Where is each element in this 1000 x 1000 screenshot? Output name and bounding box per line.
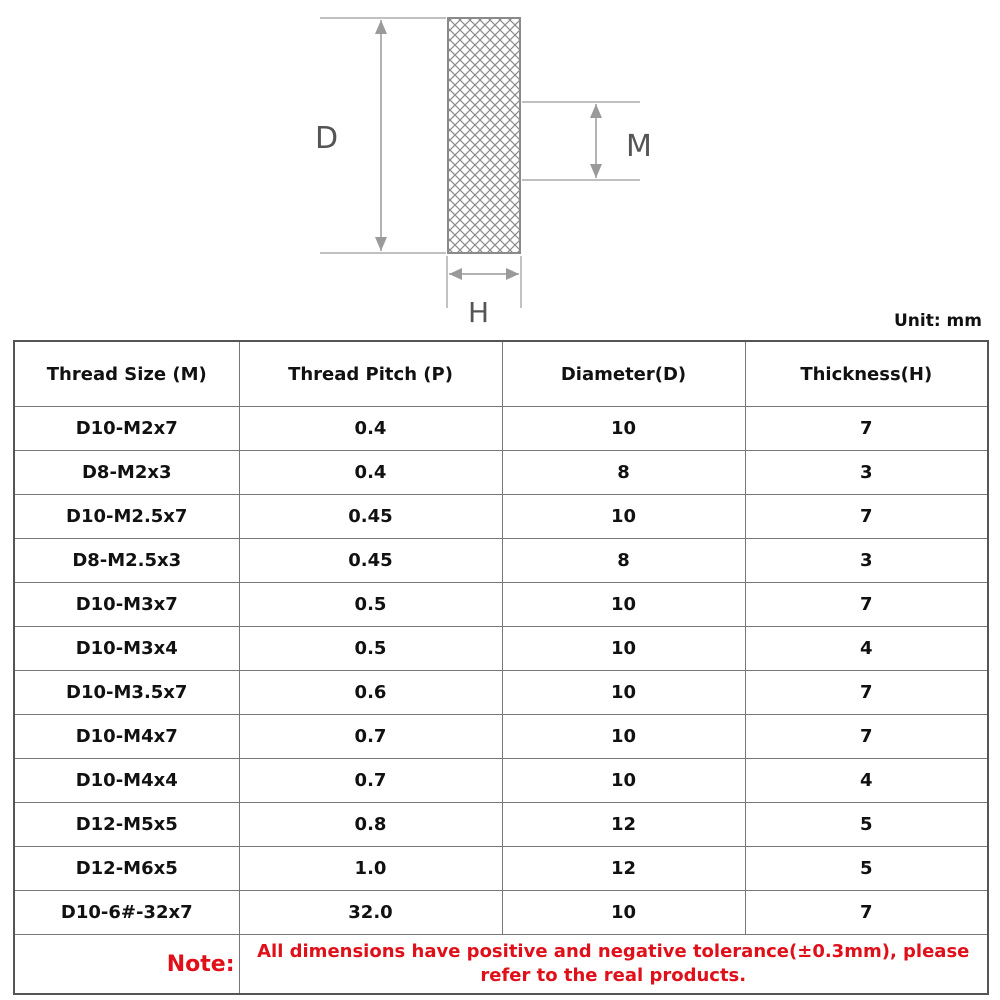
note-label: Note: — [14, 935, 239, 995]
table-row — [14, 539, 988, 583]
cell-thread-pitch: 0.6 — [239, 671, 502, 715]
table-row — [14, 495, 988, 539]
cell-thread-size: D10-M3.5x7 — [14, 671, 239, 715]
cell-thread-pitch: 0.7 — [239, 715, 502, 759]
cell-thread-size: D10-6#-32x7 — [14, 891, 239, 935]
knurled-nut-body — [448, 18, 520, 253]
cell-thread-size: D12-M6x5 — [14, 847, 239, 891]
cell-thread-pitch: 0.7 — [239, 759, 502, 803]
cell-diameter: 10 — [502, 583, 745, 627]
cell-diameter: 12 — [502, 847, 745, 891]
cell-thread-size: D10-M4x7 — [14, 715, 239, 759]
dimension-diagram — [0, 0, 1000, 340]
header-thread-pitch: Thread Pitch (P) — [239, 341, 502, 407]
cell-thickness: 4 — [745, 759, 988, 803]
cell-thread-pitch: 0.45 — [239, 539, 502, 583]
header-thread-size: Thread Size (M) — [14, 341, 239, 407]
cell-thickness: 5 — [745, 803, 988, 847]
cell-thread-size: D10-M3x7 — [14, 583, 239, 627]
table-row — [14, 891, 988, 935]
header-thickness: Thickness(H) — [745, 341, 988, 407]
unit-label: Unit: mm — [893, 311, 982, 331]
table-row — [14, 627, 988, 671]
table-header-row — [14, 341, 988, 407]
table-row — [14, 451, 988, 495]
cell-thread-pitch: 0.45 — [239, 495, 502, 539]
cell-thread-pitch: 0.5 — [239, 583, 502, 627]
cell-thread-size: D10-M3x4 — [14, 627, 239, 671]
cell-thread-size: D12-M5x5 — [14, 803, 239, 847]
table-row — [14, 715, 988, 759]
cell-diameter: 10 — [502, 627, 745, 671]
cell-diameter: 10 — [502, 759, 745, 803]
cell-thickness: 7 — [745, 715, 988, 759]
cell-thread-pitch: 32.0 — [239, 891, 502, 935]
cell-thread-pitch: 0.4 — [239, 451, 502, 495]
table-row — [14, 407, 988, 451]
table-row — [14, 847, 988, 891]
cell-thickness: 3 — [745, 451, 988, 495]
cell-diameter: 8 — [502, 451, 745, 495]
cell-thread-pitch: 0.4 — [239, 407, 502, 451]
label-h: H — [468, 296, 490, 329]
table-row — [14, 759, 988, 803]
label-d: D — [315, 121, 339, 156]
table-row — [14, 671, 988, 715]
cell-thread-size: D10-M2x7 — [14, 407, 239, 451]
cell-diameter: 12 — [502, 803, 745, 847]
cell-thickness: 7 — [745, 671, 988, 715]
cell-diameter: 10 — [502, 891, 745, 935]
cell-thread-size: D10-M4x4 — [14, 759, 239, 803]
table-row — [14, 583, 988, 627]
cell-thickness: 4 — [745, 627, 988, 671]
cell-thread-pitch: 0.8 — [239, 803, 502, 847]
table-row — [14, 803, 988, 847]
header-diameter: Diameter(D) — [502, 341, 745, 407]
cell-thread-size: D8-M2.5x3 — [14, 539, 239, 583]
cell-thread-size: D10-M2.5x7 — [14, 495, 239, 539]
cell-thickness: 7 — [745, 495, 988, 539]
spec-table — [13, 340, 989, 995]
cell-thickness: 5 — [745, 847, 988, 891]
cell-thickness: 7 — [745, 583, 988, 627]
note-row — [14, 935, 988, 995]
cell-diameter: 10 — [502, 495, 745, 539]
label-m: M — [626, 129, 652, 164]
cell-thread-pitch: 1.0 — [239, 847, 502, 891]
cell-diameter: 10 — [502, 715, 745, 759]
cell-diameter: 8 — [502, 539, 745, 583]
note-text: All dimensions have positive and negative tolerance(±0.3mm), please refer to the real products. — [239, 935, 988, 995]
cell-diameter: 10 — [502, 671, 745, 715]
cell-diameter: 10 — [502, 407, 745, 451]
cell-thread-size: D8-M2x3 — [14, 451, 239, 495]
cell-thickness: 3 — [745, 539, 988, 583]
cell-thread-pitch: 0.5 — [239, 627, 502, 671]
cell-thickness: 7 — [745, 407, 988, 451]
cell-thickness: 7 — [745, 891, 988, 935]
